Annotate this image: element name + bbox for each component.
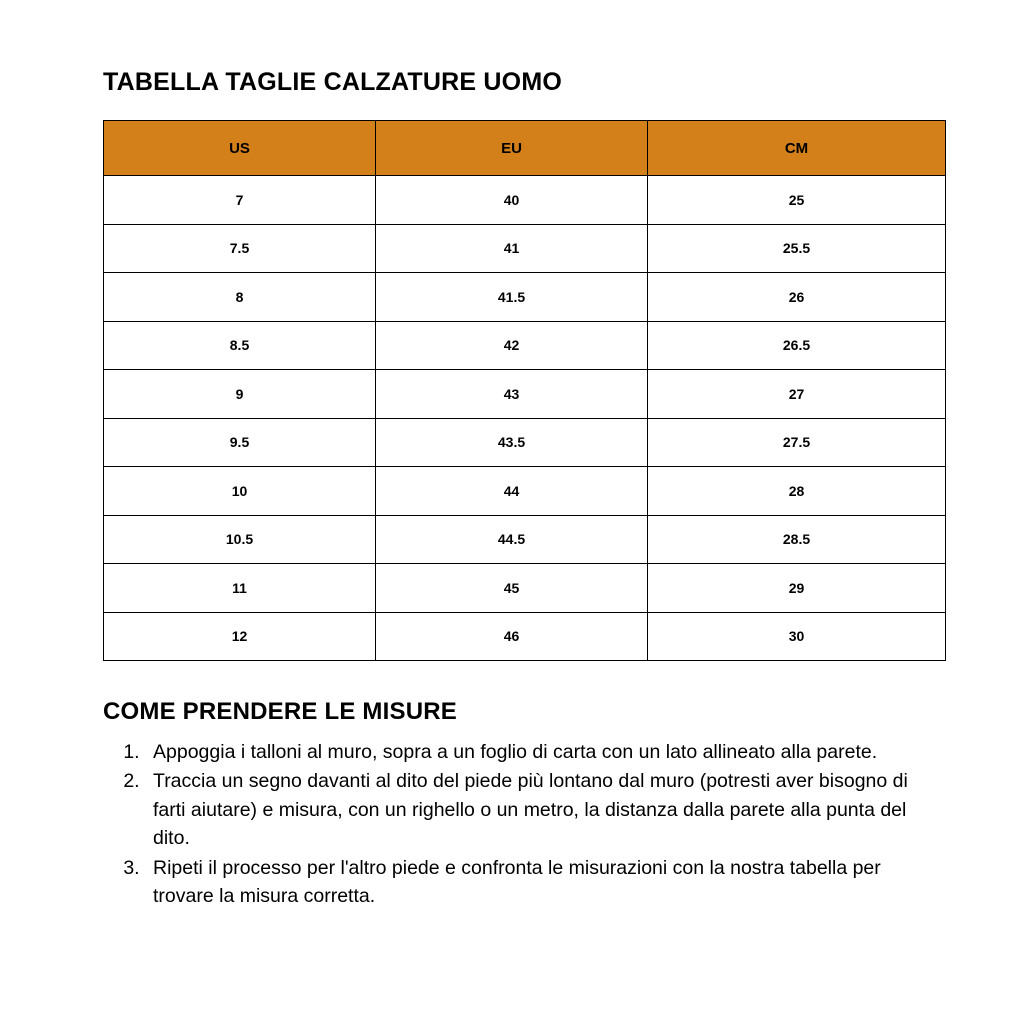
cell-cm: 28.5 bbox=[648, 515, 946, 564]
cell-eu: 42 bbox=[376, 321, 648, 370]
cell-cm: 28 bbox=[648, 467, 946, 516]
column-header-eu: EU bbox=[376, 121, 648, 176]
cell-cm: 29 bbox=[648, 564, 946, 613]
table-row bbox=[104, 176, 946, 225]
cell-eu: 41.5 bbox=[376, 273, 648, 322]
cell-us: 7.5 bbox=[104, 224, 376, 273]
cell-us: 9 bbox=[104, 370, 376, 419]
cell-eu: 41 bbox=[376, 224, 648, 273]
table-row bbox=[104, 564, 946, 613]
cell-us: 8.5 bbox=[104, 321, 376, 370]
section-title-measurements: COME PRENDERE LE MISURE bbox=[103, 698, 457, 725]
measurement-instructions-list bbox=[103, 738, 933, 912]
cell-eu: 44.5 bbox=[376, 515, 648, 564]
cell-us: 8 bbox=[104, 273, 376, 322]
cell-cm: 26.5 bbox=[648, 321, 946, 370]
cell-cm: 27.5 bbox=[648, 418, 946, 467]
table-row bbox=[104, 370, 946, 419]
cell-cm: 27 bbox=[648, 370, 946, 419]
cell-cm: 25 bbox=[648, 176, 946, 225]
cell-us: 10 bbox=[104, 467, 376, 516]
table-row bbox=[104, 321, 946, 370]
cell-us: 11 bbox=[104, 564, 376, 613]
table-row bbox=[104, 273, 946, 322]
cell-eu: 40 bbox=[376, 176, 648, 225]
table-row bbox=[104, 612, 946, 661]
cell-us: 9.5 bbox=[104, 418, 376, 467]
table-row bbox=[104, 515, 946, 564]
table-row bbox=[104, 224, 946, 273]
cell-cm: 26 bbox=[648, 273, 946, 322]
cell-cm: 25.5 bbox=[648, 224, 946, 273]
page-title: TABELLA TAGLIE CALZATURE UOMO bbox=[103, 68, 562, 96]
size-conversion-table bbox=[103, 120, 946, 661]
cell-us: 7 bbox=[104, 176, 376, 225]
column-header-cm: CM bbox=[648, 121, 946, 176]
cell-us: 12 bbox=[104, 612, 376, 661]
cell-eu: 46 bbox=[376, 612, 648, 661]
table-header-row bbox=[104, 121, 946, 176]
list-item: 3. Ripeti il processo per l'altro piede e confronta le misurazioni con la nostra tabella per trovare la misura corretta. bbox=[145, 854, 933, 911]
table-row bbox=[104, 418, 946, 467]
list-item: 2. Traccia un segno davanti al dito del piede più lontano dal muro (potresti aver bisogno di farti aiutare) e misura, con un righello o un metro, la distanza dalla parete alla punta del dito. bbox=[145, 767, 933, 852]
cell-cm: 30 bbox=[648, 612, 946, 661]
cell-eu: 43 bbox=[376, 370, 648, 419]
list-item: 1. Appoggia i talloni al muro, sopra a un foglio di carta con un lato allineato alla parete. bbox=[145, 738, 933, 766]
cell-eu: 44 bbox=[376, 467, 648, 516]
column-header-us: US bbox=[104, 121, 376, 176]
cell-eu: 43.5 bbox=[376, 418, 648, 467]
cell-eu: 45 bbox=[376, 564, 648, 613]
cell-us: 10.5 bbox=[104, 515, 376, 564]
table-row bbox=[104, 467, 946, 516]
